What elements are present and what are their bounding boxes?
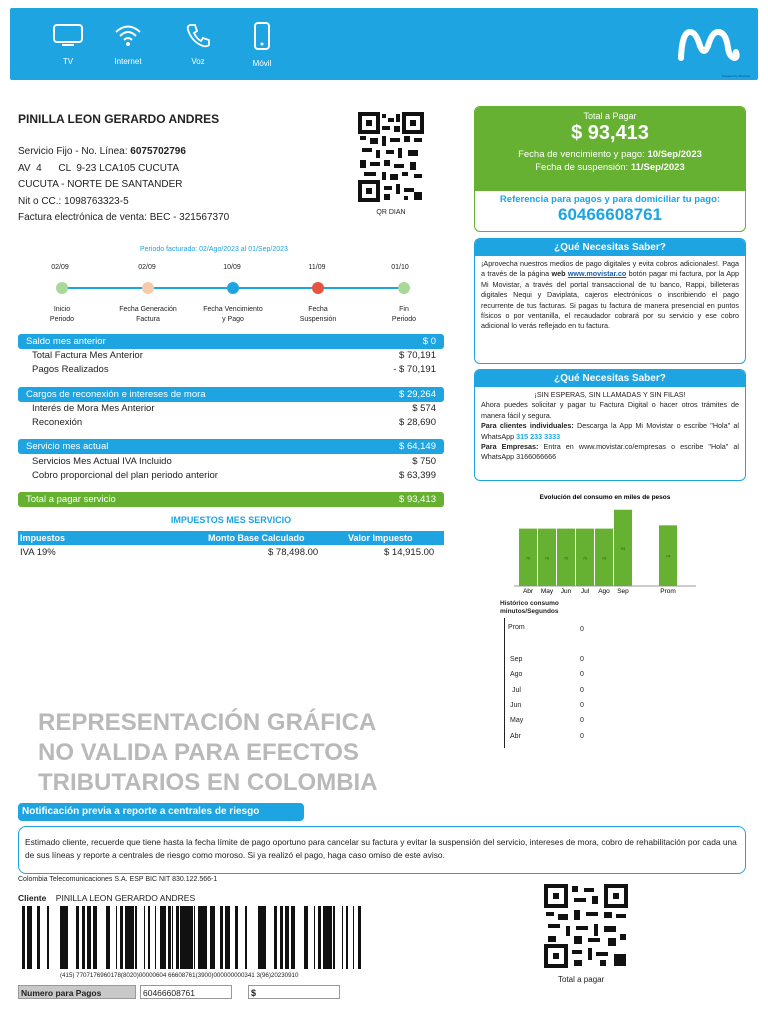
info-text: Ahora puedes solicitar y pagar tu Factura Digital o hacer otros trámites de manera fácil y segura. bbox=[481, 400, 739, 420]
line-item-value: - $ 70,191 bbox=[393, 364, 436, 375]
line-item-label: Pagos Realizados bbox=[32, 364, 109, 375]
barcode-bar bbox=[191, 906, 193, 969]
history-label: Jul bbox=[512, 687, 521, 694]
chart-bar-label: 74 bbox=[665, 553, 671, 559]
barcode-bar bbox=[125, 906, 128, 969]
line-item bbox=[32, 402, 436, 416]
history-value: 0 bbox=[580, 733, 584, 740]
line-item-label: Total Factura Mes Anterior bbox=[32, 350, 143, 361]
barcode-bar bbox=[27, 906, 29, 969]
whatsapp-number[interactable]: 315 233 3333 bbox=[516, 431, 561, 441]
total-label: Total a Pagar bbox=[583, 111, 637, 121]
line-item-label: Cobro proporcional del plan periodo anterior bbox=[32, 470, 218, 481]
barcode-bar bbox=[93, 906, 96, 969]
line-item-value: $ 70,191 bbox=[399, 350, 436, 361]
barcode-bar bbox=[304, 906, 305, 969]
barcode-bar bbox=[275, 906, 277, 969]
barcode-bar bbox=[245, 906, 247, 969]
billing-period: Periodo facturado: 02/Ago/2023 al 01/Sep/2023 bbox=[140, 246, 288, 253]
nav-voz[interactable] bbox=[176, 22, 220, 66]
payment-ref: 60466608761 bbox=[557, 205, 662, 224]
barcode-bar bbox=[188, 906, 191, 969]
taxes-cell: IVA 19% bbox=[20, 547, 56, 558]
line-item-value: $ 28,690 bbox=[399, 417, 436, 428]
section-label: Servicio mes actual bbox=[26, 441, 109, 452]
history-label: May bbox=[510, 717, 524, 724]
barcode-bar bbox=[291, 906, 294, 969]
taxes-col-header: Impuestos bbox=[20, 533, 66, 543]
movistar-link[interactable]: www.movistar.co bbox=[567, 269, 627, 279]
barcode-bar bbox=[77, 906, 79, 969]
barcode-icon bbox=[18, 906, 362, 969]
business-text: Entra en www.movistar.co/empresas o escribe "Hola" al WhatsApp 3166066666 bbox=[481, 442, 739, 462]
due-date-line bbox=[475, 149, 745, 160]
watermark bbox=[38, 708, 378, 798]
company-info: Colombia Telecomunicaciones S.A. ESP BIC NIT 830.122.566-1 bbox=[18, 876, 218, 883]
payment-ref-label: Referencia para pagos y para domiciliar tu pago: bbox=[499, 194, 721, 205]
chart-bar-label: 70 bbox=[582, 555, 588, 561]
barcode-bar bbox=[107, 906, 110, 969]
customer-info bbox=[18, 144, 229, 227]
barcode-bar bbox=[60, 906, 63, 969]
customer-name: PINILLA LEON GERARDO ANDRES bbox=[18, 112, 220, 126]
chart-title: Evolución del consumo en miles de pesos bbox=[539, 494, 671, 501]
barcode-bar bbox=[132, 906, 134, 969]
barcode-bar bbox=[194, 906, 195, 969]
barcode-bar bbox=[135, 906, 137, 969]
info-box-no-waits bbox=[474, 369, 746, 481]
consumption-chart-svg bbox=[510, 490, 700, 600]
individual-clients-text: Descarga la App Mi Movistar o escribe "Hola" al WhatsApp bbox=[481, 421, 740, 441]
section-label: Saldo mes anterior bbox=[26, 336, 106, 347]
barcode-bar bbox=[130, 906, 131, 969]
section-value: $ 93,413 bbox=[399, 494, 436, 505]
barcode-bar bbox=[31, 906, 32, 969]
nav-movil-label: Móvil bbox=[252, 59, 272, 68]
barcode-bar bbox=[106, 906, 107, 969]
info-box-digital-payments bbox=[474, 238, 746, 364]
chart-tick-label: Sep bbox=[617, 588, 629, 595]
barcode-bar bbox=[330, 906, 332, 969]
timeline-caption-line: Periodo bbox=[391, 316, 417, 323]
taxes-col-header: Monto Base Calculado bbox=[208, 533, 305, 543]
barcode-bar bbox=[323, 906, 326, 969]
barcode-bar bbox=[214, 906, 215, 969]
barcode-bar bbox=[280, 906, 283, 969]
history-label: Ago bbox=[510, 671, 523, 678]
service-line-label: Servicio Fijo - No. Línea: bbox=[18, 146, 131, 157]
barcode-bar bbox=[180, 906, 182, 969]
barcode-bar bbox=[116, 906, 117, 969]
taxes-col-header: Valor Impuesto bbox=[348, 533, 413, 543]
timeline-dot-due bbox=[227, 282, 239, 294]
chart-tick-label: Jul bbox=[580, 588, 590, 595]
barcode-bar bbox=[274, 906, 275, 969]
movistar-logo bbox=[678, 28, 740, 62]
history-value: 0 bbox=[580, 656, 584, 663]
info-box-title: ¿Qué Necesitas Saber? bbox=[475, 239, 745, 256]
barcode-bar bbox=[212, 906, 214, 969]
barcode-bar bbox=[47, 906, 49, 969]
barcode-bar bbox=[220, 906, 223, 969]
chart-tick-label: Ago bbox=[598, 588, 610, 595]
header-bar bbox=[10, 8, 758, 80]
barcode-bar bbox=[168, 906, 171, 969]
barcode-bar bbox=[328, 906, 329, 969]
business-label: Para Empresas: bbox=[481, 442, 539, 452]
barcode-bar bbox=[87, 906, 88, 969]
phone-icon bbox=[185, 22, 211, 48]
barcode-bar bbox=[148, 906, 150, 969]
taxes-header bbox=[18, 531, 444, 545]
barcode-bar bbox=[76, 906, 77, 969]
history-value: 0 bbox=[580, 702, 584, 709]
chart-bar-label: 93 bbox=[620, 545, 626, 551]
history-value: 0 bbox=[580, 626, 584, 633]
notification-body: Estimado cliente, recuerde que tiene hasta la fecha límite de pago oportuno para cancelar su factura y evitar la suspensión del servicio, intereses de mora, cobro de rehabilitación por cada una de sus líneas y reporte a centrales de riesgo como moroso. Si ya realizó el pago, haga caso omiso de este aviso. bbox=[18, 826, 746, 874]
barcode-bar bbox=[225, 906, 227, 969]
total-box-header bbox=[475, 107, 745, 191]
info-headline: ¡SIN ESPERAS, SIN LLAMADAS Y SIN FILAS! bbox=[534, 390, 686, 399]
barcode-bar bbox=[129, 906, 130, 969]
barcode-bar bbox=[182, 906, 185, 969]
timeline-dot-start bbox=[56, 282, 68, 294]
barcode-bar bbox=[261, 906, 264, 969]
history-label: Prom bbox=[508, 624, 525, 631]
timeline-date: 10/09 bbox=[223, 264, 241, 271]
chart-tick-label: May bbox=[540, 588, 554, 595]
barcode-bar bbox=[264, 906, 266, 969]
info-box-body bbox=[475, 387, 745, 466]
timeline-caption-line: Inicio bbox=[53, 306, 71, 313]
line-item-label: Interés de Mora Mes Anterior bbox=[32, 403, 155, 414]
history-title: Histórico consumo bbox=[500, 600, 559, 607]
barcode-bar bbox=[353, 906, 354, 969]
mobile-icon bbox=[252, 22, 272, 50]
timeline-caption-line: Suspensión bbox=[299, 316, 337, 323]
section-total-servicio bbox=[18, 492, 444, 507]
barcode-bar bbox=[305, 906, 308, 969]
individual-clients-label: Para clientes individuales: bbox=[481, 421, 574, 431]
chart-bar-label: 70 bbox=[563, 555, 569, 561]
qr-code-icon bbox=[544, 884, 628, 968]
barcode-bar bbox=[155, 906, 156, 969]
watermark-line: NO VALIDA PARA EFECTOS bbox=[38, 739, 359, 766]
history-label: Sep bbox=[510, 656, 523, 663]
suspension-date-label: Fecha de suspensión: bbox=[535, 162, 631, 173]
history-subtitle: minutos/Segundos bbox=[500, 608, 559, 615]
taxes-title: IMPUESTOS MES SERVICIO bbox=[170, 515, 292, 525]
barcode-bar bbox=[161, 906, 163, 969]
payment-qr bbox=[544, 884, 628, 968]
timeline-caption-line: Factura bbox=[136, 316, 160, 323]
nav-movil[interactable] bbox=[240, 22, 284, 68]
timeline-caption-line: Fecha Vencimiento bbox=[203, 306, 263, 313]
qr-total-label: Total a pagar bbox=[558, 975, 605, 984]
chart-bar-label: 70 bbox=[525, 555, 531, 561]
barcode-bar bbox=[176, 906, 179, 969]
barcode-bar bbox=[29, 906, 31, 969]
total-amount: $ 93,413 bbox=[571, 122, 649, 144]
barcode-bar bbox=[131, 906, 132, 969]
section-label: Total a pagar servicio bbox=[26, 494, 116, 505]
chart-bar-label: 70 bbox=[544, 555, 550, 561]
barcode-bar bbox=[235, 906, 238, 969]
suspension-date-line bbox=[475, 162, 745, 173]
qr-dian-label: QR DIAN bbox=[376, 209, 406, 216]
section-value: $ 0 bbox=[422, 336, 436, 347]
timeline-caption bbox=[201, 305, 265, 325]
history-axis bbox=[504, 618, 505, 748]
barcode-bar bbox=[229, 906, 230, 969]
line-item bbox=[32, 349, 436, 363]
footer-client-name: PINILLA LEON GERARDO ANDRES bbox=[55, 893, 196, 903]
footer-client-label: Cliente bbox=[18, 893, 47, 903]
barcode-bar bbox=[160, 906, 161, 969]
history-value: 0 bbox=[580, 671, 584, 678]
barcode-bar bbox=[359, 906, 361, 969]
qr-dian bbox=[358, 112, 424, 216]
barcode-bar bbox=[96, 906, 97, 969]
line-item-label: Servicios Mes Actual IVA Incluido bbox=[32, 456, 172, 467]
section-label: Cargos de reconexión e intereses de mora bbox=[26, 389, 206, 400]
barcode-bar bbox=[122, 906, 123, 969]
section-servicio-actual bbox=[18, 439, 444, 454]
timeline-caption bbox=[30, 305, 94, 325]
barcode-bar bbox=[120, 906, 122, 969]
payment-barcode bbox=[18, 906, 362, 969]
notification-title: Notificación previa a reporte a centrales de riesgo bbox=[18, 803, 304, 821]
customer-city: CUCUTA - NORTE DE SANTANDER bbox=[18, 179, 183, 190]
watermark-line: REPRESENTACIÓN GRÁFICA bbox=[38, 709, 377, 736]
watermark-line: TRIBUTARIOS EN COLOMBIA bbox=[38, 769, 378, 796]
barcode-bar bbox=[210, 906, 212, 969]
invoice-number: Factura electrónica de venta: BEC - 321567370 bbox=[18, 212, 230, 223]
barcode-bar bbox=[227, 906, 229, 969]
info-box-body bbox=[475, 256, 745, 335]
history-table bbox=[500, 600, 584, 740]
section-cargos-reconexion bbox=[18, 387, 444, 402]
due-date-label: Fecha de vencimiento y pago: bbox=[518, 149, 648, 160]
chart-tick-label: Abr bbox=[522, 588, 534, 595]
footer-client bbox=[18, 893, 195, 903]
barcode-bar bbox=[82, 906, 85, 969]
brand-subline: Powered by Movistar bbox=[721, 74, 750, 78]
barcode-bar bbox=[294, 906, 295, 969]
line-item-value: $ 63,399 bbox=[399, 470, 436, 481]
barcode-bar bbox=[66, 906, 68, 969]
chart-tick-label: Jun bbox=[560, 588, 572, 595]
timeline-caption bbox=[286, 305, 350, 325]
timeline-date: 01/10 bbox=[391, 264, 409, 271]
taxes-row bbox=[18, 546, 444, 560]
barcode-bar bbox=[358, 906, 359, 969]
nav-tv-label: TV bbox=[62, 57, 74, 66]
payment-number: 60466608761 bbox=[140, 985, 232, 999]
barcode-number: (415) 7707176960178(8020)00000604 66608761(3900)000000000341 3(96)20230910 bbox=[60, 972, 299, 979]
chart-tick-label: Prom bbox=[660, 588, 676, 595]
payment-amount-box: $ bbox=[248, 985, 340, 999]
timeline-caption-line: Fecha Generación bbox=[119, 306, 177, 313]
line-item bbox=[32, 416, 436, 430]
total-box bbox=[474, 106, 746, 232]
barcode-bar bbox=[22, 906, 25, 969]
barcode-bar bbox=[326, 906, 327, 969]
section-value: $ 29,264 bbox=[399, 389, 436, 400]
barcode-bar bbox=[37, 906, 40, 969]
timeline-caption-line: Fecha bbox=[308, 306, 328, 313]
barcode-bar bbox=[342, 906, 343, 969]
customer-address: AV 4 CL 9-23 LCA105 CUCUTA bbox=[18, 162, 179, 174]
info-text-more: botón pagar mi factura, por la App Mi Movistar, a través del portal transaccional de tu banco, Rappi, billeteras digitales Nequi y Daviplata, cajeros electrónicos o inscribiendo el pago recurrente de tus facturas. Si pagas tu factura de manera presencial en puntos físicos o por ventanilla, el recaudador cobrará por su servicio y ese cobro adicional lo verás reflejado en tu factura. bbox=[481, 269, 740, 331]
barcode-bar bbox=[258, 906, 261, 969]
nav-internet[interactable] bbox=[106, 22, 150, 66]
barcode-bar bbox=[285, 906, 286, 969]
barcode-bar bbox=[314, 906, 315, 969]
timeline-dot-suspension bbox=[312, 282, 324, 294]
history-label: Jun bbox=[510, 702, 522, 709]
timeline-date: 02/09 bbox=[138, 264, 156, 271]
barcode-bar bbox=[144, 906, 145, 969]
timeline-caption-line: Periodo bbox=[49, 316, 75, 323]
timeline-dot-generation bbox=[142, 282, 154, 294]
barcode-bar bbox=[327, 906, 328, 969]
barcode-bar bbox=[88, 906, 91, 969]
line-item bbox=[32, 363, 436, 377]
line-item-value: $ 750 bbox=[412, 456, 436, 467]
taxes-cell: $ 14,915.00 bbox=[384, 547, 435, 558]
barcode-bar bbox=[163, 906, 166, 969]
line-item bbox=[32, 469, 436, 483]
barcode-bar bbox=[329, 906, 330, 969]
timeline-date: 11/09 bbox=[308, 264, 326, 271]
timeline-caption bbox=[372, 305, 436, 325]
nav-internet-label: Internet bbox=[114, 57, 142, 66]
tv-icon bbox=[52, 22, 84, 48]
barcode-bar bbox=[172, 906, 173, 969]
timeline-caption bbox=[116, 305, 180, 325]
barcode-bar bbox=[63, 906, 66, 969]
barcode-bar bbox=[198, 906, 200, 969]
section-saldo-anterior bbox=[18, 334, 444, 349]
barcode-bar bbox=[185, 906, 188, 969]
barcode-bar bbox=[320, 906, 321, 969]
timeline-caption-line: Fin bbox=[399, 306, 409, 313]
taxes-cell: $ 78,498.00 bbox=[268, 547, 319, 558]
info-box-title: ¿Qué Necesitas Saber? bbox=[475, 370, 745, 387]
nav-voz-label: Voz bbox=[191, 57, 205, 66]
history-value: 0 bbox=[580, 687, 584, 694]
qr-code-icon bbox=[358, 112, 424, 202]
timeline-caption-line: y Pago bbox=[222, 316, 244, 323]
barcode-bar bbox=[202, 906, 205, 969]
chart-bar-label: 70 bbox=[601, 555, 607, 561]
suspension-date: 11/Sep/2023 bbox=[630, 162, 685, 173]
service-line: 6075702796 bbox=[130, 146, 186, 157]
barcode-bar bbox=[318, 906, 320, 969]
history-label: Abr bbox=[510, 733, 521, 740]
barcode-bar bbox=[333, 906, 335, 969]
customer-nit: Nit o CC.: 1098763323-5 bbox=[18, 195, 129, 207]
timeline-dot-end bbox=[398, 282, 410, 294]
barcode-bar bbox=[128, 906, 129, 969]
line-item-value: $ 574 bbox=[412, 403, 436, 414]
line-item-label: Reconexión bbox=[32, 417, 83, 428]
info-text: ¡Aprovecha nuestros medios de pago digitales y evita cobros adicionales!. Paga a través de la página bbox=[481, 259, 739, 279]
timeline-date: 02/09 bbox=[51, 264, 69, 271]
consumption-chart bbox=[510, 490, 700, 600]
nav-tv[interactable] bbox=[46, 22, 90, 66]
wifi-icon bbox=[114, 22, 142, 48]
barcode-bar bbox=[346, 906, 348, 969]
payment-number-label: Numero para Pagos bbox=[18, 985, 136, 999]
barcode-bar bbox=[200, 906, 202, 969]
section-value: $ 64,149 bbox=[399, 441, 436, 452]
history-value: 0 bbox=[580, 717, 584, 724]
barcode-bar bbox=[205, 906, 207, 969]
line-item bbox=[32, 455, 436, 469]
due-date: 10/Sep/2023 bbox=[647, 149, 702, 160]
info-web-label: web bbox=[551, 269, 566, 279]
barcode-bar bbox=[286, 906, 289, 969]
